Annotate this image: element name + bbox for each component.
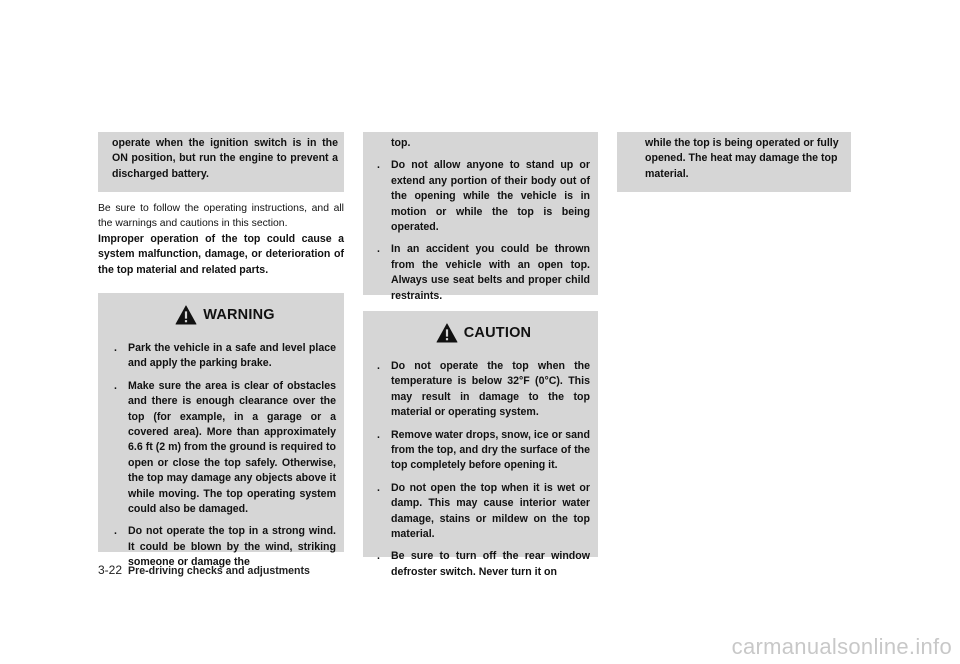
list-item: . In an accident you could be thrown from the vehicle with an open top. Always use seat belts and proper child restraints. bbox=[377, 243, 590, 302]
warning-list bbox=[114, 341, 336, 571]
continuation-note-box bbox=[98, 132, 344, 192]
continuation-note-text: operate when the ignition switch is in the ON position, but run the engine to prevent a discharged battery. bbox=[112, 137, 338, 180]
intro-plain-text: Be sure to follow the operating instructions, and all the warnings and cautions in this section. bbox=[98, 203, 344, 230]
page-footer bbox=[98, 563, 310, 577]
warning-continuation-lead: top. bbox=[391, 137, 411, 149]
caution-triangle-icon bbox=[436, 323, 458, 343]
list-item: . Remove water drops, snow, ice or sand from the top, and dry the surface of the top completely before opening it. bbox=[377, 428, 590, 472]
list-item: . Park the vehicle in a safe and level place and apply the parking brake. bbox=[114, 342, 336, 370]
list-item: . Do not operate the top when the temperature is below 32°F (0°C). This may result in damage to the top material or operating system. bbox=[377, 360, 590, 419]
intro-paragraph bbox=[98, 201, 344, 278]
warning-continuation-list bbox=[377, 158, 590, 304]
caution-heading bbox=[377, 323, 590, 343]
caution-title: CAUTION bbox=[463, 325, 532, 341]
list-item: . Be sure to turn off the rear window defroster switch. Never turn it on bbox=[377, 550, 590, 578]
list-item: . Do not allow anyone to stand up or extend any portion of their body out of the opening while the vehicle is in motion or while the top is being operated. bbox=[377, 159, 590, 234]
list-item: . Do not operate the top in a strong wind. It could be blown by the wind, striking someone or damage the bbox=[114, 525, 336, 569]
list-item: . Make sure the area is clear of obstacles and there is enough clearance over the top (for example, in a garage or a covered area). More than approximately 6.6 ft (2 m) from the ground is required to open or close the top safely. Otherwise, the top may damage any objects above it while moving. The top operating system could also be damaged. bbox=[114, 379, 336, 516]
caution-box bbox=[363, 311, 598, 578]
caution-continuation-box bbox=[617, 132, 851, 192]
list-item: . Do not open the top when it is wet or damp. This may cause interior water damage, stains or mildew on the top material. bbox=[377, 481, 590, 541]
intro-bold-text: Improper operation of the top could cause a system malfunction, damage, or deterioration of the top material and related parts. bbox=[98, 232, 344, 276]
page-number: 3-22 bbox=[98, 563, 123, 577]
caution-continuation-text: while the top is being operated or fully opened. The heat may damage the top material. bbox=[645, 137, 839, 180]
watermark: carmanualsonline.info bbox=[731, 634, 952, 659]
section-title: Pre-driving checks and adjustments bbox=[128, 565, 310, 577]
warning-continuation-box bbox=[363, 132, 598, 302]
warning-title: WARNING bbox=[203, 307, 275, 323]
warning-triangle-icon bbox=[175, 305, 197, 325]
caution-list bbox=[377, 359, 590, 580]
warning-box bbox=[98, 293, 344, 569]
warning-heading bbox=[114, 305, 336, 325]
